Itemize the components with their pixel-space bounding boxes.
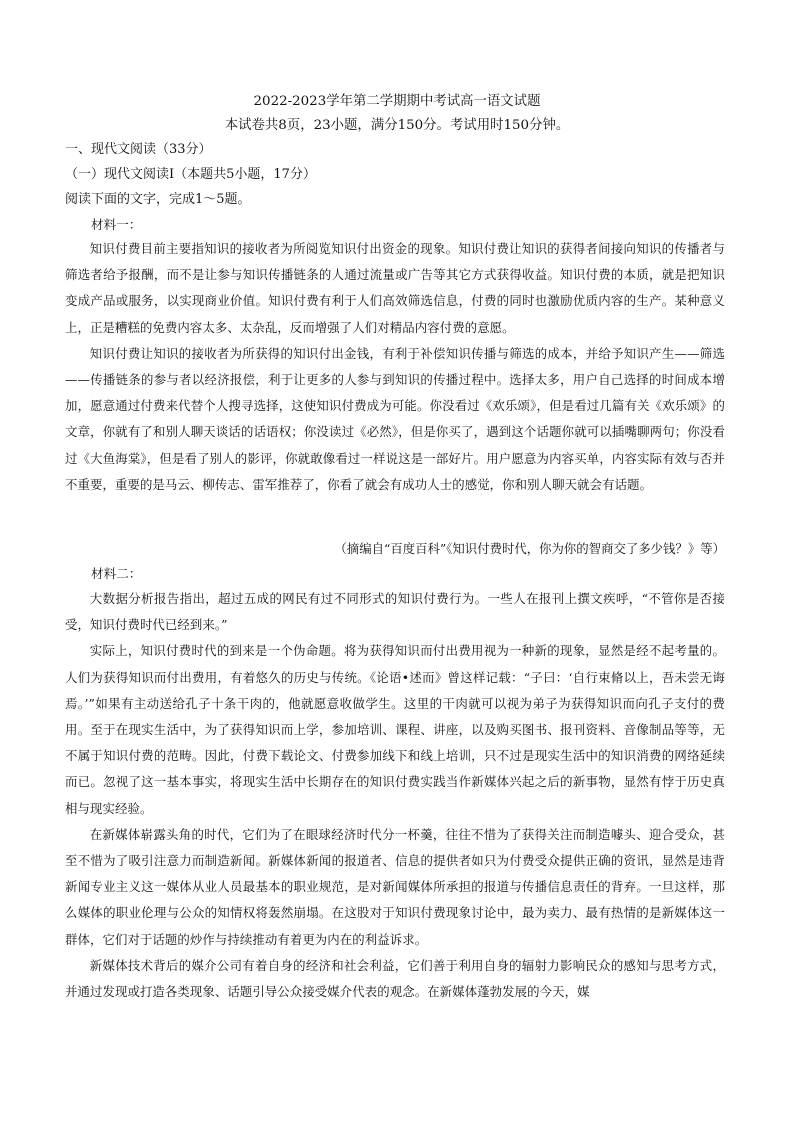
exam-subtitle: 本试卷共8页，23小题，满分150分。考试用时150分钟。 xyxy=(224,118,570,133)
material2-label: 材料二： xyxy=(91,566,142,581)
material1-paragraph-2: 知识付费让知识的接收者为所获得的知识付出金钱，有利于补偿知识传播与筛选的成本，并给予知识产生——筛选——传播链条的参与者以经济报偿，利于让更多的人参与到知识的传播过程中。选择太多，用户自己选择的时间成本增加，愿意通过付费来代替个人搜寻选择，这使知识付费成为可能。你没看过《欢乐颂》，但是看过几篇有关《欢乐颂》的文章，你就有了和别人聊天谈话的话语权；你没读过《必然》，但是你买了，遇到这个话题你就可以插嘴聊两句；你没看过《大鱼海棠》，但是看了别人的影评，你就敢像看过一样说这是一部好片。用户愿意为内容买单，内容实际有效与否并不重要，重要的是马云、柳传志、雷军推荐了，你看了就会有成功人士的感觉，你和别人聊天就会有话题。 xyxy=(65,345,725,492)
material1-label: 材料一： xyxy=(91,217,142,232)
material2-body xyxy=(65,586,725,1005)
exam-title: 2022-2023学年第二学期期中考试高一语文试题 xyxy=(253,94,541,109)
section-subheading: （一）现代文阅读Ⅰ（本题共5小题，17分） xyxy=(65,167,316,182)
material2-paragraph-1: 大数据分析报告指出，超过五成的网民有过不同形式的知识付费行为。一些人在报刊上撰文疾呼，“不管你是否接受，知识付费时代已经到来。” xyxy=(65,591,725,633)
material2-paragraph-3: 在新媒体崭露头角的时代，它们为了在眼球经济时代分一杯羹，往往不惜为了获得关注而制造噱头、迎合受众，甚至不惜为了吸引注意力而制造新闻。新媒体新闻的报道者、信息的提供者如只为付费受众提供正确的资讯，显然是违背新闻专业主义这一媒体从业人员最基本的职业规范，是对新闻媒体所承担的报道与传播信息责任的背弃。一旦这样，那么媒体的职业伦理与公众的知情权将轰然崩塌。在这股对于知识付费现象讨论中，最为卖力、最有热情的是新媒体这一群体，它们对于话题的炒作与持续推动有着更为内在的利益诉求。 xyxy=(65,826,725,947)
material1-paragraph-1: 知识付费目前主要指知识的接收者为所阅览知识付出资金的现象。知识付费让知识的获得者间接向知识的传播者与筛选者给予报酬，而不是让参与知识传播链条的人通过流量或广告等其它方式获得收益。知识付费的本质，就是把知识变成产品或服务，以实现商业价值。知识付费有利于人们高效筛选信息，付费的同时也激励优质内容的生产。某种意义上，正是糟糕的免费内容太多、太杂乱，反而增强了人们对精品内容付费的意愿。 xyxy=(65,241,725,335)
material1-body xyxy=(65,236,725,498)
material1-source: （摘编自“百度百科”《知识付费时代，你为你的智商交了多少钱？》等） xyxy=(334,541,725,556)
material2-paragraph-4: 新媒体技术背后的媒介公司有着自身的经济和社会利益，它们善于利用自身的辐射力影响民众的感知与思考方式，并通过发现或打造各类现象、话题引导公众接受媒介代表的观念。在新媒体蓬勃发展的今天，媒 xyxy=(65,957,725,1000)
section-heading: 一、现代文阅读（33分） xyxy=(65,142,212,157)
material2-paragraph-2: 实际上，知识付费时代的到来是一个伪命题。将为获得知识而付出费用视为一种新的现象，显然是经不起考量的。人们为获得知识而付出费用，有着悠久的历史与传统。《论语•述而》曾这样记载：“子曰：‘自行束脩以上，吾未尝无诲焉。’”如果有主动送给孔子十条干肉的，他就愿意收做学生。这里的干肉就可以视为弟子为获得知识而向孔子支付的费用。至于在现实生活中，为了获得知识而上学，参加培训、课程、讲座，以及购买图书、报刊资料、音像制品等等，无不属于知识付费的范畴。因此，付费下载论文、付费参加线下和线上培训，只不过是现实生活中的知识消费的网络延续而已。忽视了这一基本事实，将现实生活中长期存在的知识付费实践当作新媒体兴起之后的新事物，显然有悖于历史真相与现实经验。 xyxy=(65,643,725,816)
reading-instruction: 阅读下面的文字，完成1～5题。 xyxy=(65,192,251,207)
